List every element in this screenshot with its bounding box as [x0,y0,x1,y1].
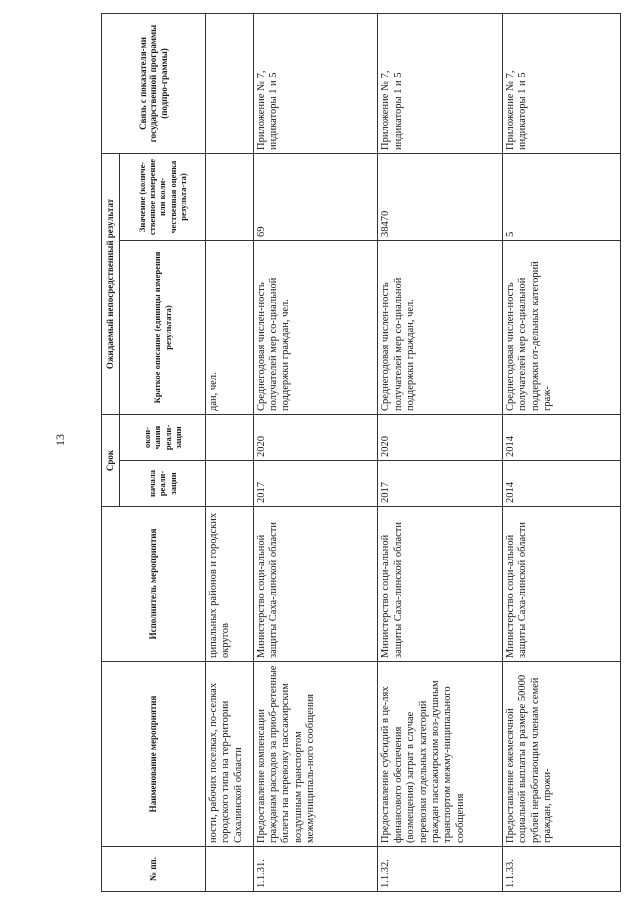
cell-start: 2017 [378,461,503,507]
cell-desc: дан, чел. [206,240,254,414]
table-row [378,13,503,891]
header-result: Ожидаемый непосредственный результат [102,153,120,414]
cell-link: Приложение № 7, индикаторы 1 и 5 [253,13,378,153]
cell-link: Приложение № 7, индикаторы 1 и 5 [378,13,503,153]
header-period: Срок [102,414,120,506]
cell-end: 2020 [378,414,503,460]
cell-value: 5 [503,153,621,240]
cell-executor: Министерство соци-альной защиты Саха-линской области [503,507,621,662]
header-period-end: окон-чания реали-зации [120,414,206,460]
cell-end [206,414,254,460]
cell-desc: Среднегодовая числен-ность получателей мер со-циальной поддержки граждан, чел. [253,240,378,414]
header-num: № пп. [102,847,206,892]
cell-num [206,847,254,892]
cell-num: 1.1.31. [253,847,378,892]
cell-executor: Министерство соци-альной защиты Саха-линской области [253,507,378,662]
cell-start: 2017 [253,461,378,507]
cell-link [206,13,254,153]
cell-desc: Среднегодовая числен-ность получателей мер со-циальной поддержки от-дельных категорий граж- [503,240,621,414]
header-link: Связь с показателя-ми государственной программы (подпро-граммы) [102,13,206,153]
header-result-desc: Краткое описание (единицы измерения результата) [120,240,206,414]
cell-name: Предоставление субсидий в це-лях финансового обеспечения (возмещения) затрат в случае перевозки отдельных категорий граждан пассажирским воз-душным транспортом межму-ниципального сообщения [378,662,503,847]
cell-executor: ципальных районов и городских округов [206,507,254,662]
cell-value: 38470 [378,153,503,240]
cell-value: 69 [253,153,378,240]
measures-table [101,13,621,892]
table-row [206,13,254,891]
cell-start [206,461,254,507]
cell-value [206,153,254,240]
cell-name: ности, рабочих поселках, по-селках городского типа на тер-ритории Сахалинской области [206,662,254,847]
table-row [253,13,378,891]
page-number: 13 [52,434,67,446]
cell-end: 2020 [253,414,378,460]
cell-start: 2014 [503,461,621,507]
cell-link: Приложение № 7, индикаторы 1 и 5 [503,13,621,153]
cell-executor: Министерство соци-альной защиты Саха-линской области [378,507,503,662]
header-result-value: Значение (количе-ственное измерение или коли-чественная оценка результа-та) [120,153,206,240]
header-name: Наименование мероприятия [102,662,206,847]
table-row [503,13,621,891]
header-period-start: начала реали-зации [120,461,206,507]
cell-num: 1.1.32. [378,847,503,892]
cell-name: Предоставление компенсации гражданам расходов за приоб-ретенные билеты на перевозку пассажирским воздушным транспортом межмуниципаль-ного сообщения [253,662,378,847]
header-executor: Исполнитель мероприятия [102,507,206,662]
cell-num: 1.1.33. [503,847,621,892]
cell-desc: Среднегодовая числен-ность получателей мер со-циальной поддержки граждан, чел. [378,240,503,414]
rotated-table-container [101,14,621,892]
cell-end: 2014 [503,414,621,460]
cell-name: Предоставление ежемесячной социальной выплаты в размере 50000 рублей неработающим членам семей граждан, прожи- [503,662,621,847]
